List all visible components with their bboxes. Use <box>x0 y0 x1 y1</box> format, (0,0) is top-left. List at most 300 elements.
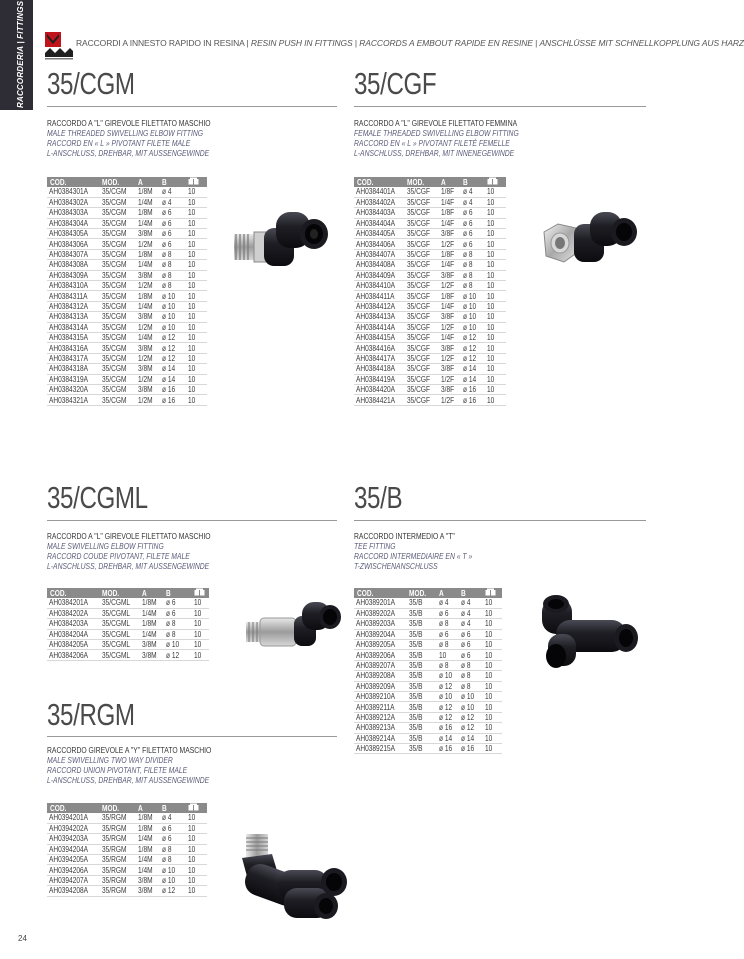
desc-fr: RACCORD UNION PIVOTANT, FILETE MALE <box>47 766 188 775</box>
b-cell: ø 12 <box>458 712 482 722</box>
b-cell: ø 6 <box>159 239 185 249</box>
model-cell: 35/CGF <box>404 270 438 280</box>
model-cell: 35/CGM <box>99 197 135 207</box>
column-header: COD. <box>47 177 99 187</box>
qty-cell: 10 <box>191 629 209 639</box>
a-cell: 1/4M <box>135 332 159 342</box>
model-cell: 35/RGM <box>99 855 135 865</box>
table-header-row <box>354 588 502 598</box>
qty-cell: 10 <box>185 395 207 405</box>
b-cell: ø 12 <box>159 886 185 896</box>
a-cell: ø 6 <box>436 629 458 639</box>
model-cell: 35/B <box>406 660 436 670</box>
model-cell: 35/B <box>406 640 436 650</box>
table-row <box>47 270 207 280</box>
table-row <box>354 291 506 301</box>
a-cell: 1/4M <box>139 629 163 639</box>
model-cell: 35/CGM <box>99 281 135 291</box>
model-cell: 35/B <box>406 671 436 681</box>
a-cell: 3/8M <box>135 312 159 322</box>
b-cell: ø 8 <box>460 260 484 270</box>
column-header: COD. <box>47 588 99 598</box>
code-cell: AH0384309A <box>47 270 99 280</box>
a-cell: 1/4F <box>438 332 460 342</box>
table-row <box>47 301 207 311</box>
code-cell: AH0384321A <box>47 395 99 405</box>
b-cell: ø 10 <box>159 875 185 885</box>
column-header: COD. <box>354 588 406 598</box>
code-cell: AH0384420A <box>354 384 404 394</box>
a-cell: ø 10 <box>436 692 458 702</box>
desc-it: RACCORDO A "L" GIREVOLE FILETTATO MASCHIO <box>47 532 211 541</box>
column-header: B <box>159 803 185 813</box>
code-cell: AH0394204A <box>47 844 99 854</box>
b-cell: ø 6 <box>460 218 484 228</box>
qty-cell: 10 <box>484 395 506 405</box>
model-cell: 35/CGF <box>404 322 438 332</box>
section-cgml <box>47 480 176 516</box>
table-row <box>354 702 502 712</box>
table-row <box>47 343 207 353</box>
model-cell: 35/CGM <box>99 208 135 218</box>
a-cell: ø 16 <box>436 743 458 753</box>
section-title: 35/RGM <box>47 697 135 732</box>
a-cell: 1/2M <box>135 374 159 384</box>
a-cell: 1/2F <box>438 353 460 363</box>
model-cell: 35/CGM <box>99 343 135 353</box>
section-title: 35/CGM <box>47 66 135 101</box>
column-header: B <box>460 177 484 187</box>
a-cell: 3/8M <box>135 270 159 280</box>
desc-de: L-ANSCHLUSS, DREHBAR, MIT AUSSENGEWINDE <box>47 776 210 785</box>
qty-cell: 10 <box>484 291 506 301</box>
a-cell: 1/8F <box>438 208 460 218</box>
code-cell: AH0384404A <box>354 218 404 228</box>
desc-de: T-ZWISCHENANSCHLUSS <box>354 562 438 571</box>
model-cell: 35/B <box>406 598 436 608</box>
a-cell: 1/4M <box>135 197 159 207</box>
a-cell: 1/4M <box>135 834 159 844</box>
header-de: ANSCHLÜSSE MIT SCHNELLKOPPLUNG AUS HARZ <box>539 38 744 48</box>
column-header: COD. <box>354 177 404 187</box>
table-row <box>47 197 207 207</box>
table-row <box>354 218 506 228</box>
qty-cell: 10 <box>482 743 502 753</box>
code-cell: AH0384203A <box>47 619 99 629</box>
table-row <box>354 660 502 670</box>
qty-cell: 10 <box>482 712 502 722</box>
model-cell: 35/CGF <box>404 384 438 394</box>
model-cell: 35/RGM <box>99 844 135 854</box>
section-title: 35/CGML <box>47 480 148 515</box>
model-cell: 35/CGM <box>99 374 135 384</box>
a-cell: 1/2M <box>135 281 159 291</box>
qty-cell: 10 <box>484 281 506 291</box>
model-cell: 35/CGM <box>99 291 135 301</box>
desc-it: RACCORDO A "L" GIREVOLE FILETTATO MASCHIO <box>47 119 211 128</box>
table-row <box>47 823 207 833</box>
a-cell: 1/2M <box>135 239 159 249</box>
section-rule <box>354 106 646 107</box>
code-cell: AH0384415A <box>354 332 404 342</box>
table-row <box>354 681 502 691</box>
b-cell: ø 14 <box>460 374 484 384</box>
code-cell: AH0384201A <box>47 598 99 608</box>
table-row <box>354 364 506 374</box>
a-cell: ø 12 <box>436 681 458 691</box>
code-cell: AH0384310A <box>47 281 99 291</box>
section-rule <box>47 736 337 737</box>
desc-de: L-ANSCHLUSS, DREHBAR, MIT AUSSENGEWINDE <box>47 149 210 158</box>
code-cell: AH0389201A <box>354 598 406 608</box>
b-cell: ø 6 <box>163 598 191 608</box>
product-image-rgm <box>238 830 358 922</box>
table-row <box>47 395 207 405</box>
qty-cell: 10 <box>185 291 207 301</box>
package-icon <box>185 177 207 187</box>
b-cell: ø 14 <box>159 364 185 374</box>
header-fr: RACCORDS A EMBOUT RAPIDE EN RESINE <box>359 38 533 48</box>
table-row <box>47 844 207 854</box>
model-cell: 35/CGML <box>99 650 139 660</box>
qty-cell: 10 <box>185 823 207 833</box>
a-cell: ø 8 <box>436 619 458 629</box>
a-cell: 1/8F <box>438 291 460 301</box>
model-cell: 35/CGM <box>99 260 135 270</box>
qty-cell: 10 <box>185 364 207 374</box>
code-cell: AH0384403A <box>354 208 404 218</box>
a-cell: 1/8F <box>438 187 460 197</box>
qty-cell: 10 <box>484 249 506 259</box>
code-cell: AH0384409A <box>354 270 404 280</box>
column-header: MOD. <box>99 177 135 187</box>
a-cell: 3/8M <box>139 640 163 650</box>
table-row <box>354 343 506 353</box>
table-row <box>47 875 207 885</box>
model-cell: 35/CGF <box>404 218 438 228</box>
section-cgf <box>354 66 460 102</box>
table-row <box>354 723 502 733</box>
b-cell: ø 8 <box>159 270 185 280</box>
a-cell: 3/8M <box>135 875 159 885</box>
table-row <box>354 332 506 342</box>
a-cell: 1/8M <box>135 844 159 854</box>
b-cell: ø 12 <box>159 332 185 342</box>
a-cell: 1/4M <box>139 608 163 618</box>
a-cell: 1/4F <box>438 218 460 228</box>
model-cell: 35/CGF <box>404 374 438 384</box>
code-cell: AH0384206A <box>47 650 99 660</box>
b-cell: ø 10 <box>458 692 482 702</box>
table-row <box>354 197 506 207</box>
a-cell: 3/8M <box>135 343 159 353</box>
model-cell: 35/CGF <box>404 332 438 342</box>
desc-fr: RACCORD EN « L » PIVOTANT FILETE MALE <box>47 139 191 148</box>
a-cell: 3/8M <box>135 364 159 374</box>
code-cell: AH0384306A <box>47 239 99 249</box>
desc-fr: RACCORD EN « L » PIVOTANT FILETÉ FEMELLE <box>354 139 510 148</box>
model-cell: 35/CGF <box>404 229 438 239</box>
table-row <box>354 629 502 639</box>
section-title: 35/B <box>354 480 403 515</box>
column-header: COD. <box>47 803 99 813</box>
qty-cell: 10 <box>185 249 207 259</box>
code-cell: AH0389206A <box>354 650 406 660</box>
a-cell: 1/2F <box>438 322 460 332</box>
desc-en: TEE FITTING <box>354 542 396 551</box>
model-cell: 35/CGM <box>99 364 135 374</box>
qty-cell: 10 <box>482 671 502 681</box>
qty-cell: 10 <box>482 629 502 639</box>
b-cell: ø 4 <box>460 187 484 197</box>
b-cell: ø 6 <box>163 608 191 618</box>
column-header: MOD. <box>406 588 436 598</box>
column-header: MOD. <box>99 588 139 598</box>
a-cell: 3/8M <box>135 229 159 239</box>
model-cell: 35/CGML <box>99 608 139 618</box>
table-header-row <box>47 588 209 598</box>
model-cell: 35/B <box>406 743 436 753</box>
b-cell: ø 4 <box>458 608 482 618</box>
model-cell: 35/CGM <box>99 332 135 342</box>
qty-cell: 10 <box>191 608 209 618</box>
code-cell: AH0384410A <box>354 281 404 291</box>
desc-fr: RACCORD INTERMEDIAIRE EN « T » <box>354 552 473 561</box>
a-cell: 1/4M <box>135 301 159 311</box>
qty-cell: 10 <box>484 353 506 363</box>
code-cell: AH0389204A <box>354 629 406 639</box>
code-cell: AH0384418A <box>354 364 404 374</box>
code-cell: AH0394206A <box>47 865 99 875</box>
table-header-row <box>354 177 506 187</box>
a-cell: 3/8M <box>139 650 163 660</box>
code-cell: AH0384407A <box>354 249 404 259</box>
table-row <box>354 598 502 608</box>
qty-cell: 10 <box>482 681 502 691</box>
model-cell: 35/CGM <box>99 312 135 322</box>
code-cell: AH0384308A <box>47 260 99 270</box>
a-cell: 1/8F <box>438 249 460 259</box>
b-cell: ø 4 <box>159 813 185 823</box>
qty-cell: 10 <box>482 702 502 712</box>
model-cell: 35/RGM <box>99 834 135 844</box>
qty-cell: 10 <box>484 208 506 218</box>
b-cell: ø 8 <box>163 629 191 639</box>
b-cell: ø 4 <box>159 187 185 197</box>
qty-cell: 10 <box>185 813 207 823</box>
b-cell: ø 14 <box>458 733 482 743</box>
model-cell: 35/CGF <box>404 364 438 374</box>
model-cell: 35/CGF <box>404 239 438 249</box>
table-row <box>354 374 506 384</box>
qty-cell: 10 <box>484 364 506 374</box>
qty-cell: 10 <box>191 598 209 608</box>
a-cell: 1/8M <box>135 249 159 259</box>
code-cell: AH0384303A <box>47 208 99 218</box>
qty-cell: 10 <box>185 834 207 844</box>
package-icon <box>484 177 506 187</box>
column-header: MOD. <box>404 177 438 187</box>
section-description <box>354 532 472 572</box>
product-table-rgm <box>47 803 207 897</box>
a-cell: 1/8M <box>139 619 163 629</box>
b-cell: ø 8 <box>159 260 185 270</box>
code-cell: AH0384205A <box>47 640 99 650</box>
qty-cell: 10 <box>185 239 207 249</box>
product-table-cgf <box>354 177 506 406</box>
header-sep: | <box>244 38 251 48</box>
b-cell: ø 6 <box>159 218 185 228</box>
table-row <box>354 229 506 239</box>
qty-cell: 10 <box>185 343 207 353</box>
b-cell: ø 8 <box>163 619 191 629</box>
b-cell: ø 4 <box>458 598 482 608</box>
qty-cell: 10 <box>482 598 502 608</box>
table-row <box>47 239 207 249</box>
table-row <box>47 249 207 259</box>
model-cell: 35/CGF <box>404 249 438 259</box>
code-cell: AH0384417A <box>354 353 404 363</box>
qty-cell: 10 <box>484 270 506 280</box>
b-cell: ø 6 <box>458 640 482 650</box>
model-cell: 35/CGF <box>404 260 438 270</box>
qty-cell: 10 <box>185 229 207 239</box>
desc-it: RACCORDO INTERMEDIO A "T" <box>354 532 455 541</box>
header-sep: | <box>352 38 360 48</box>
b-cell: ø 8 <box>460 249 484 259</box>
table-row <box>354 270 506 280</box>
code-cell: AH0384318A <box>47 364 99 374</box>
a-cell: ø 4 <box>436 598 458 608</box>
product-table-cgml <box>47 588 209 661</box>
b-cell: ø 10 <box>460 312 484 322</box>
a-cell: 1/8M <box>135 208 159 218</box>
model-cell: 35/B <box>406 650 436 660</box>
a-cell: ø 12 <box>436 712 458 722</box>
code-cell: AH0384414A <box>354 322 404 332</box>
table-row <box>47 353 207 363</box>
b-cell: ø 8 <box>159 249 185 259</box>
a-cell: 1/2F <box>438 395 460 405</box>
b-cell: ø 12 <box>460 353 484 363</box>
qty-cell: 10 <box>185 844 207 854</box>
qty-cell: 10 <box>482 733 502 743</box>
desc-de: L-ANSCHLUSS, DREHBAR, MIT AUSSENGEWINDE <box>47 562 210 571</box>
b-cell: ø 10 <box>460 301 484 311</box>
package-icon <box>482 588 502 598</box>
code-cell: AH0384304A <box>47 218 99 228</box>
code-cell: AH0384307A <box>47 249 99 259</box>
table-row <box>354 692 502 702</box>
code-cell: AH0389212A <box>354 712 406 722</box>
table-row <box>354 712 502 722</box>
catalog-header <box>76 38 744 48</box>
b-cell: ø 4 <box>458 619 482 629</box>
qty-cell: 10 <box>185 260 207 270</box>
a-cell: 1/4M <box>135 865 159 875</box>
a-cell: 3/8F <box>438 312 460 322</box>
model-cell: 35/B <box>406 702 436 712</box>
code-cell: AH0384311A <box>47 291 99 301</box>
table-row <box>354 322 506 332</box>
qty-cell: 10 <box>185 353 207 363</box>
b-cell: ø 6 <box>460 239 484 249</box>
table-row <box>47 229 207 239</box>
qty-cell: 10 <box>185 218 207 228</box>
b-cell: ø 14 <box>460 364 484 374</box>
b-cell: ø 16 <box>458 743 482 753</box>
table-row <box>47 312 207 322</box>
a-cell: 1/8M <box>135 813 159 823</box>
a-cell: 3/8M <box>135 886 159 896</box>
a-cell: 3/8F <box>438 343 460 353</box>
column-header: B <box>159 177 185 187</box>
qty-cell: 10 <box>482 619 502 629</box>
qty-cell: 10 <box>484 260 506 270</box>
table-row <box>47 208 207 218</box>
b-cell: ø 8 <box>458 660 482 670</box>
b-cell: ø 10 <box>460 291 484 301</box>
b-cell: ø 6 <box>159 823 185 833</box>
qty-cell: 10 <box>482 723 502 733</box>
section-rule <box>354 520 646 521</box>
b-cell: ø 14 <box>159 374 185 384</box>
product-table-cgm <box>47 177 207 406</box>
model-cell: 35/B <box>406 692 436 702</box>
table-row <box>354 208 506 218</box>
table-row <box>47 834 207 844</box>
model-cell: 35/CGF <box>404 281 438 291</box>
a-cell: 1/8M <box>135 823 159 833</box>
qty-cell: 10 <box>185 322 207 332</box>
code-cell: AH0384406A <box>354 239 404 249</box>
column-header: A <box>139 588 163 598</box>
model-cell: 35/CGM <box>99 187 135 197</box>
a-cell: 1/2M <box>135 395 159 405</box>
model-cell: 35/CGM <box>99 218 135 228</box>
table-row <box>354 239 506 249</box>
qty-cell: 10 <box>482 692 502 702</box>
b-cell: ø 4 <box>159 197 185 207</box>
table-row <box>47 886 207 896</box>
column-header: B <box>458 588 482 598</box>
model-cell: 35/CGML <box>99 598 139 608</box>
product-table-b <box>354 588 502 754</box>
table-row <box>47 598 209 608</box>
desc-en: MALE SWIVELLING TWO WAY DIVIDER <box>47 756 173 765</box>
table-row <box>354 312 506 322</box>
desc-de: L-ANSCHLUSS, DREHBAR, MIT INNENEGEWINDE <box>354 149 515 158</box>
header-sep: | <box>532 38 540 48</box>
model-cell: 35/CGML <box>99 629 139 639</box>
a-cell: 1/4F <box>438 197 460 207</box>
model-cell: 35/CGF <box>404 291 438 301</box>
b-cell: ø 4 <box>460 197 484 207</box>
table-row <box>47 629 209 639</box>
table-row <box>354 743 502 753</box>
b-cell: ø 10 <box>159 291 185 301</box>
code-cell: AH0384317A <box>47 353 99 363</box>
model-cell: 35/CGF <box>404 187 438 197</box>
product-image-cgml <box>244 598 344 652</box>
model-cell: 35/B <box>406 712 436 722</box>
code-cell: AH0384421A <box>354 395 404 405</box>
a-cell: 1/4M <box>135 855 159 865</box>
desc-it: RACCORDO GIREVOLE A "Y" FILETTATO MASCHIO <box>47 746 212 755</box>
qty-cell: 10 <box>191 640 209 650</box>
code-cell: AH0384419A <box>354 374 404 384</box>
code-cell: AH0389214A <box>354 733 406 743</box>
